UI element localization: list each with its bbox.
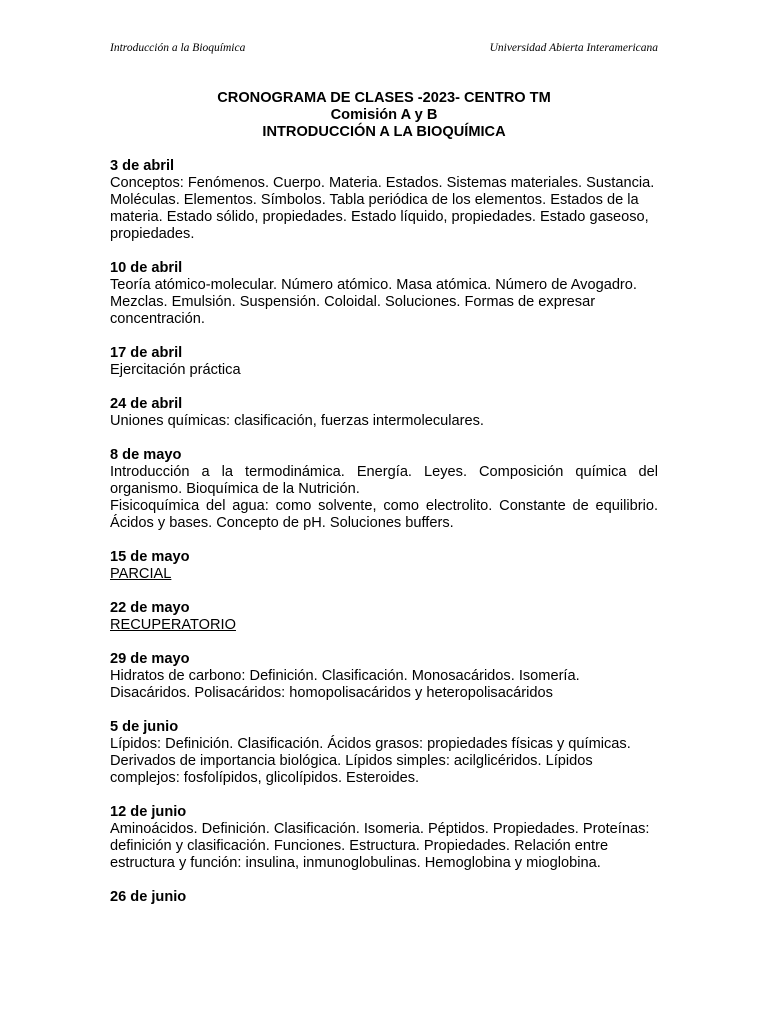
entry-date: 17 de abril bbox=[110, 345, 183, 361]
entry-date: 24 de abril bbox=[110, 396, 183, 412]
schedule-entry-22-mayo bbox=[110, 600, 658, 634]
document-title bbox=[110, 90, 658, 141]
entry-text: Aminoácidos. Definición. Clasificación. Isomeria. Péptidos. Propiedades. Proteínas: definición y clasificación. Funciones. Estructura. Propiedades. Relación entre estructura y función: insulina, inmunoglobulinas. Hemoglobina y mioglobina. bbox=[110, 821, 650, 871]
schedule-entry-12-junio bbox=[110, 804, 658, 872]
entry-date: 10 de abril bbox=[110, 260, 183, 276]
header-course-name: Introducción a la Bioquímica bbox=[110, 42, 246, 54]
title-line-3: INTRODUCCIÓN A LA BIOQUÍMICA bbox=[262, 124, 506, 140]
entry-text: Lípidos: Definición. Clasificación. Ácidos grasos: propiedades físicas y químicas. Derivados de importancia biológica. Lípidos simples: acilglicéridos. Lípidos complejos: fosfolípidos, glicolípidos. Esteroides. bbox=[110, 736, 631, 786]
schedule-entry-15-mayo bbox=[110, 549, 658, 583]
header-university-name: Universidad Abierta Interamericana bbox=[489, 42, 658, 54]
entry-date: 22 de mayo bbox=[110, 600, 190, 616]
schedule-entry-29-mayo bbox=[110, 651, 658, 702]
page-header bbox=[110, 42, 658, 54]
entry-date: 5 de junio bbox=[110, 719, 179, 735]
entry-text: Fisicoquímica del agua: como solvente, como electrolito. Constante de equilibrio. Ácidos y bases. Concepto de pH. Soluciones buffers. bbox=[110, 498, 658, 531]
entry-text: Hidratos de carbono: Definición. Clasificación. Monosacáridos. Isomería. Disacáridos. Polisacáridos: homopolisacáridos y heteropolisacáridos bbox=[110, 668, 580, 701]
entry-text-makeup-exam: RECUPERATORIO bbox=[110, 617, 236, 633]
schedule-entry-10-abril bbox=[110, 260, 658, 328]
entry-date: 3 de abril bbox=[110, 158, 175, 174]
entry-text: Mezclas. Emulsión. Suspensión. Coloidal. Soluciones. Formas de expresar concentración. bbox=[110, 294, 596, 327]
title-line-1: CRONOGRAMA DE CLASES -2023- CENTRO TM bbox=[217, 90, 551, 106]
schedule-entry-26-junio bbox=[110, 889, 658, 906]
entry-date: 26 de junio bbox=[110, 889, 187, 905]
schedule-entry-5-junio bbox=[110, 719, 658, 787]
entry-text: Conceptos: Fenómenos. Cuerpo. Materia. Estados. Sistemas materiales. Sustancia. Moléculas. Elementos. Símbolos. Tabla periódica de los elementos. Estados de la materia. Estado sólido, propiedades. Estado líquido, propiedades. Estado gaseoso, propiedades. bbox=[110, 175, 655, 242]
schedule-entry-24-abril bbox=[110, 396, 658, 430]
title-line-2: Comisión A y B bbox=[330, 107, 438, 123]
entry-date: 15 de mayo bbox=[110, 549, 190, 565]
entry-date: 8 de mayo bbox=[110, 447, 182, 463]
entry-text: Ejercitación práctica bbox=[110, 362, 241, 378]
entry-text: Uniones químicas: clasificación, fuerzas intermoleculares. bbox=[110, 413, 484, 429]
entry-text-exam: PARCIAL bbox=[110, 566, 172, 582]
entry-date: 29 de mayo bbox=[110, 651, 190, 667]
document-body bbox=[110, 90, 658, 923]
entry-text: Teoría atómico-molecular. Número atómico. Masa atómica. Número de Avogadro. bbox=[110, 277, 637, 293]
entry-date: 12 de junio bbox=[110, 804, 187, 820]
schedule-entry-8-mayo bbox=[110, 447, 658, 532]
schedule-entry-3-abril bbox=[110, 158, 658, 243]
entry-text: Introducción a la termodinámica. Energía. Leyes. Composición química del organismo. Bioquímica de la Nutrición. bbox=[110, 464, 658, 497]
schedule-entry-17-abril bbox=[110, 345, 658, 379]
